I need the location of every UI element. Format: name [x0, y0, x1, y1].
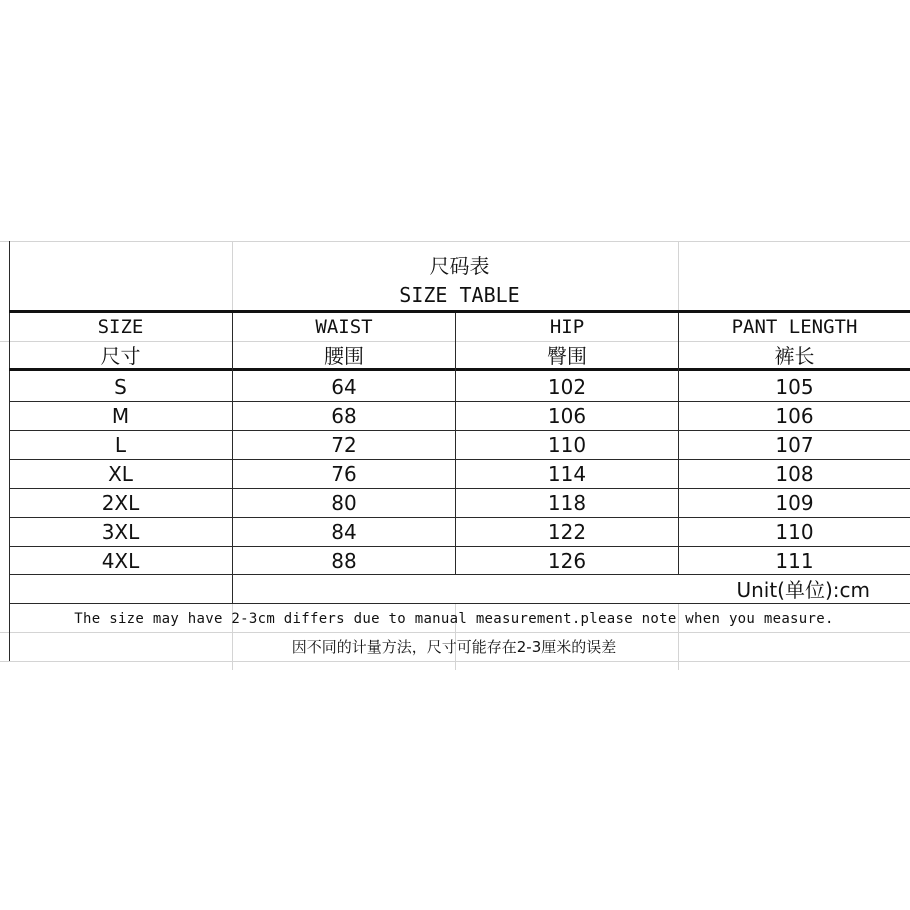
pant-length-cell: 105 — [775, 374, 814, 399]
pant-length-cell: 106 — [775, 404, 814, 428]
waist-cell: 72 — [331, 433, 357, 457]
size-cell: M — [111, 404, 130, 428]
size-cell: 4XL — [101, 548, 140, 573]
hip-cell: 126 — [547, 548, 587, 573]
hip-cell: 122 — [547, 520, 587, 544]
hip-cell: 106 — [547, 404, 587, 428]
pant-length-cell: 108 — [775, 462, 814, 486]
hip-cell: 118 — [547, 491, 587, 515]
grid-line — [0, 661, 910, 662]
header-hip-cn: 臀围 — [547, 343, 587, 368]
unit-label: Unit(单位):cm — [736, 577, 870, 602]
grid-line — [0, 632, 910, 633]
header-waist: WAIST — [315, 315, 373, 338]
pant-length-cell: 107 — [775, 433, 814, 457]
size-cell: 2XL — [101, 491, 140, 515]
waist-cell: 88 — [331, 548, 357, 573]
waist-cell: 76 — [331, 462, 357, 486]
waist-cell: 80 — [331, 491, 357, 515]
hip-cell: 110 — [547, 433, 587, 457]
header-rule-bottom — [9, 368, 910, 371]
header-hip: HIP — [549, 315, 585, 338]
size-cell: L — [114, 433, 127, 457]
table-title-cn: 尺码表 — [429, 254, 490, 278]
header-size: SIZE — [97, 315, 144, 338]
row-rule — [9, 574, 910, 575]
header-pant-length-cn: 裤长 — [774, 343, 815, 368]
size-cell: S — [114, 374, 127, 399]
grid-line — [0, 241, 910, 242]
size-cell: 3XL — [101, 520, 140, 544]
waist-cell: 84 — [331, 520, 357, 544]
size-cell: XL — [108, 462, 133, 486]
header-pant-length: PANT LENGTH — [731, 315, 858, 338]
unit-row-rule — [9, 603, 910, 604]
hip-cell: 114 — [547, 462, 587, 486]
header-waist-cn: 腰围 — [324, 343, 364, 368]
pant-length-cell: 111 — [775, 548, 814, 573]
header-size-cn: 尺寸 — [100, 343, 141, 368]
pant-length-cell: 110 — [775, 520, 814, 544]
measurement-note-cn: 因不同的计量方法，尺寸可能存在2-3厘米的误差 — [291, 638, 617, 656]
waist-cell: 64 — [331, 374, 357, 399]
pant-length-cell: 109 — [775, 491, 814, 515]
measurement-note-en: The size may have 2-3cm differs due to manual measurement.please note when you measure. — [74, 610, 834, 627]
hip-cell: 102 — [547, 374, 587, 399]
header-rule-top — [9, 310, 910, 313]
table-title-en: SIZE TABLE — [399, 283, 520, 307]
waist-cell: 68 — [331, 404, 357, 428]
